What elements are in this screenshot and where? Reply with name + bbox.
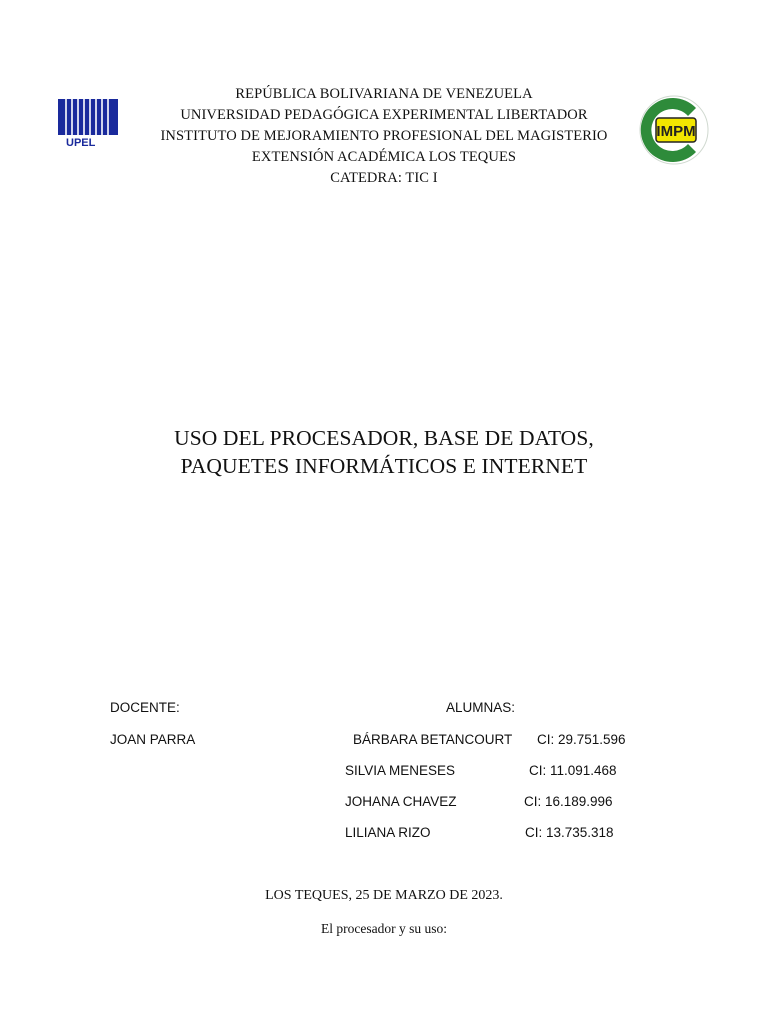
student-ci: CI: 11.091.468 [529,763,617,778]
alumnas-label: ALUMNAS: [446,700,516,715]
docente-label: DOCENTE: [110,700,180,715]
section-heading: El procesador y su uso: [321,921,447,936]
document-title [0,424,768,480]
student-name: LILIANA RIZO [345,825,431,840]
docente-name: JOAN PARRA [110,732,196,747]
header-line-university: UNIVERSIDAD PEDAGÓGICA EXPERIMENTAL LIBERTADOR [180,107,588,123]
header-line-extension: EXTENSIÓN ACADÉMICA LOS TEQUES [251,149,517,165]
student-ci: CI: 13.735.318 [525,825,614,840]
student-name: SILVIA MENESES [345,763,456,778]
header-line-institute: INSTITUTO DE MEJORAMIENTO PROFESIONAL DEL MAGISTERIO [160,128,608,144]
student-name: JOHANA CHAVEZ [345,794,457,809]
upel-logo-text: UPEL [66,137,96,149]
ipm-logo-text: IMPM [656,123,696,140]
student-name: BÁRBARA BETANCOURT [353,732,513,747]
student-ci: CI: 29.751.596 [537,732,626,747]
header-line-course: CATEDRA: TIC I [330,170,438,186]
title-line-2: PAQUETES INFORMÁTICOS E INTERNET [180,454,588,478]
title-line-1: USO DEL PROCESADOR, BASE DE DATOS, [174,426,594,450]
student-ci: CI: 16.189.996 [524,794,613,809]
institution-header [0,84,768,189]
place-date: LOS TEQUES, 25 DE MARZO DE 2023. [265,888,503,903]
header-line-country: REPÚBLICA BOLIVARIANA DE VENEZUELA [235,86,533,102]
